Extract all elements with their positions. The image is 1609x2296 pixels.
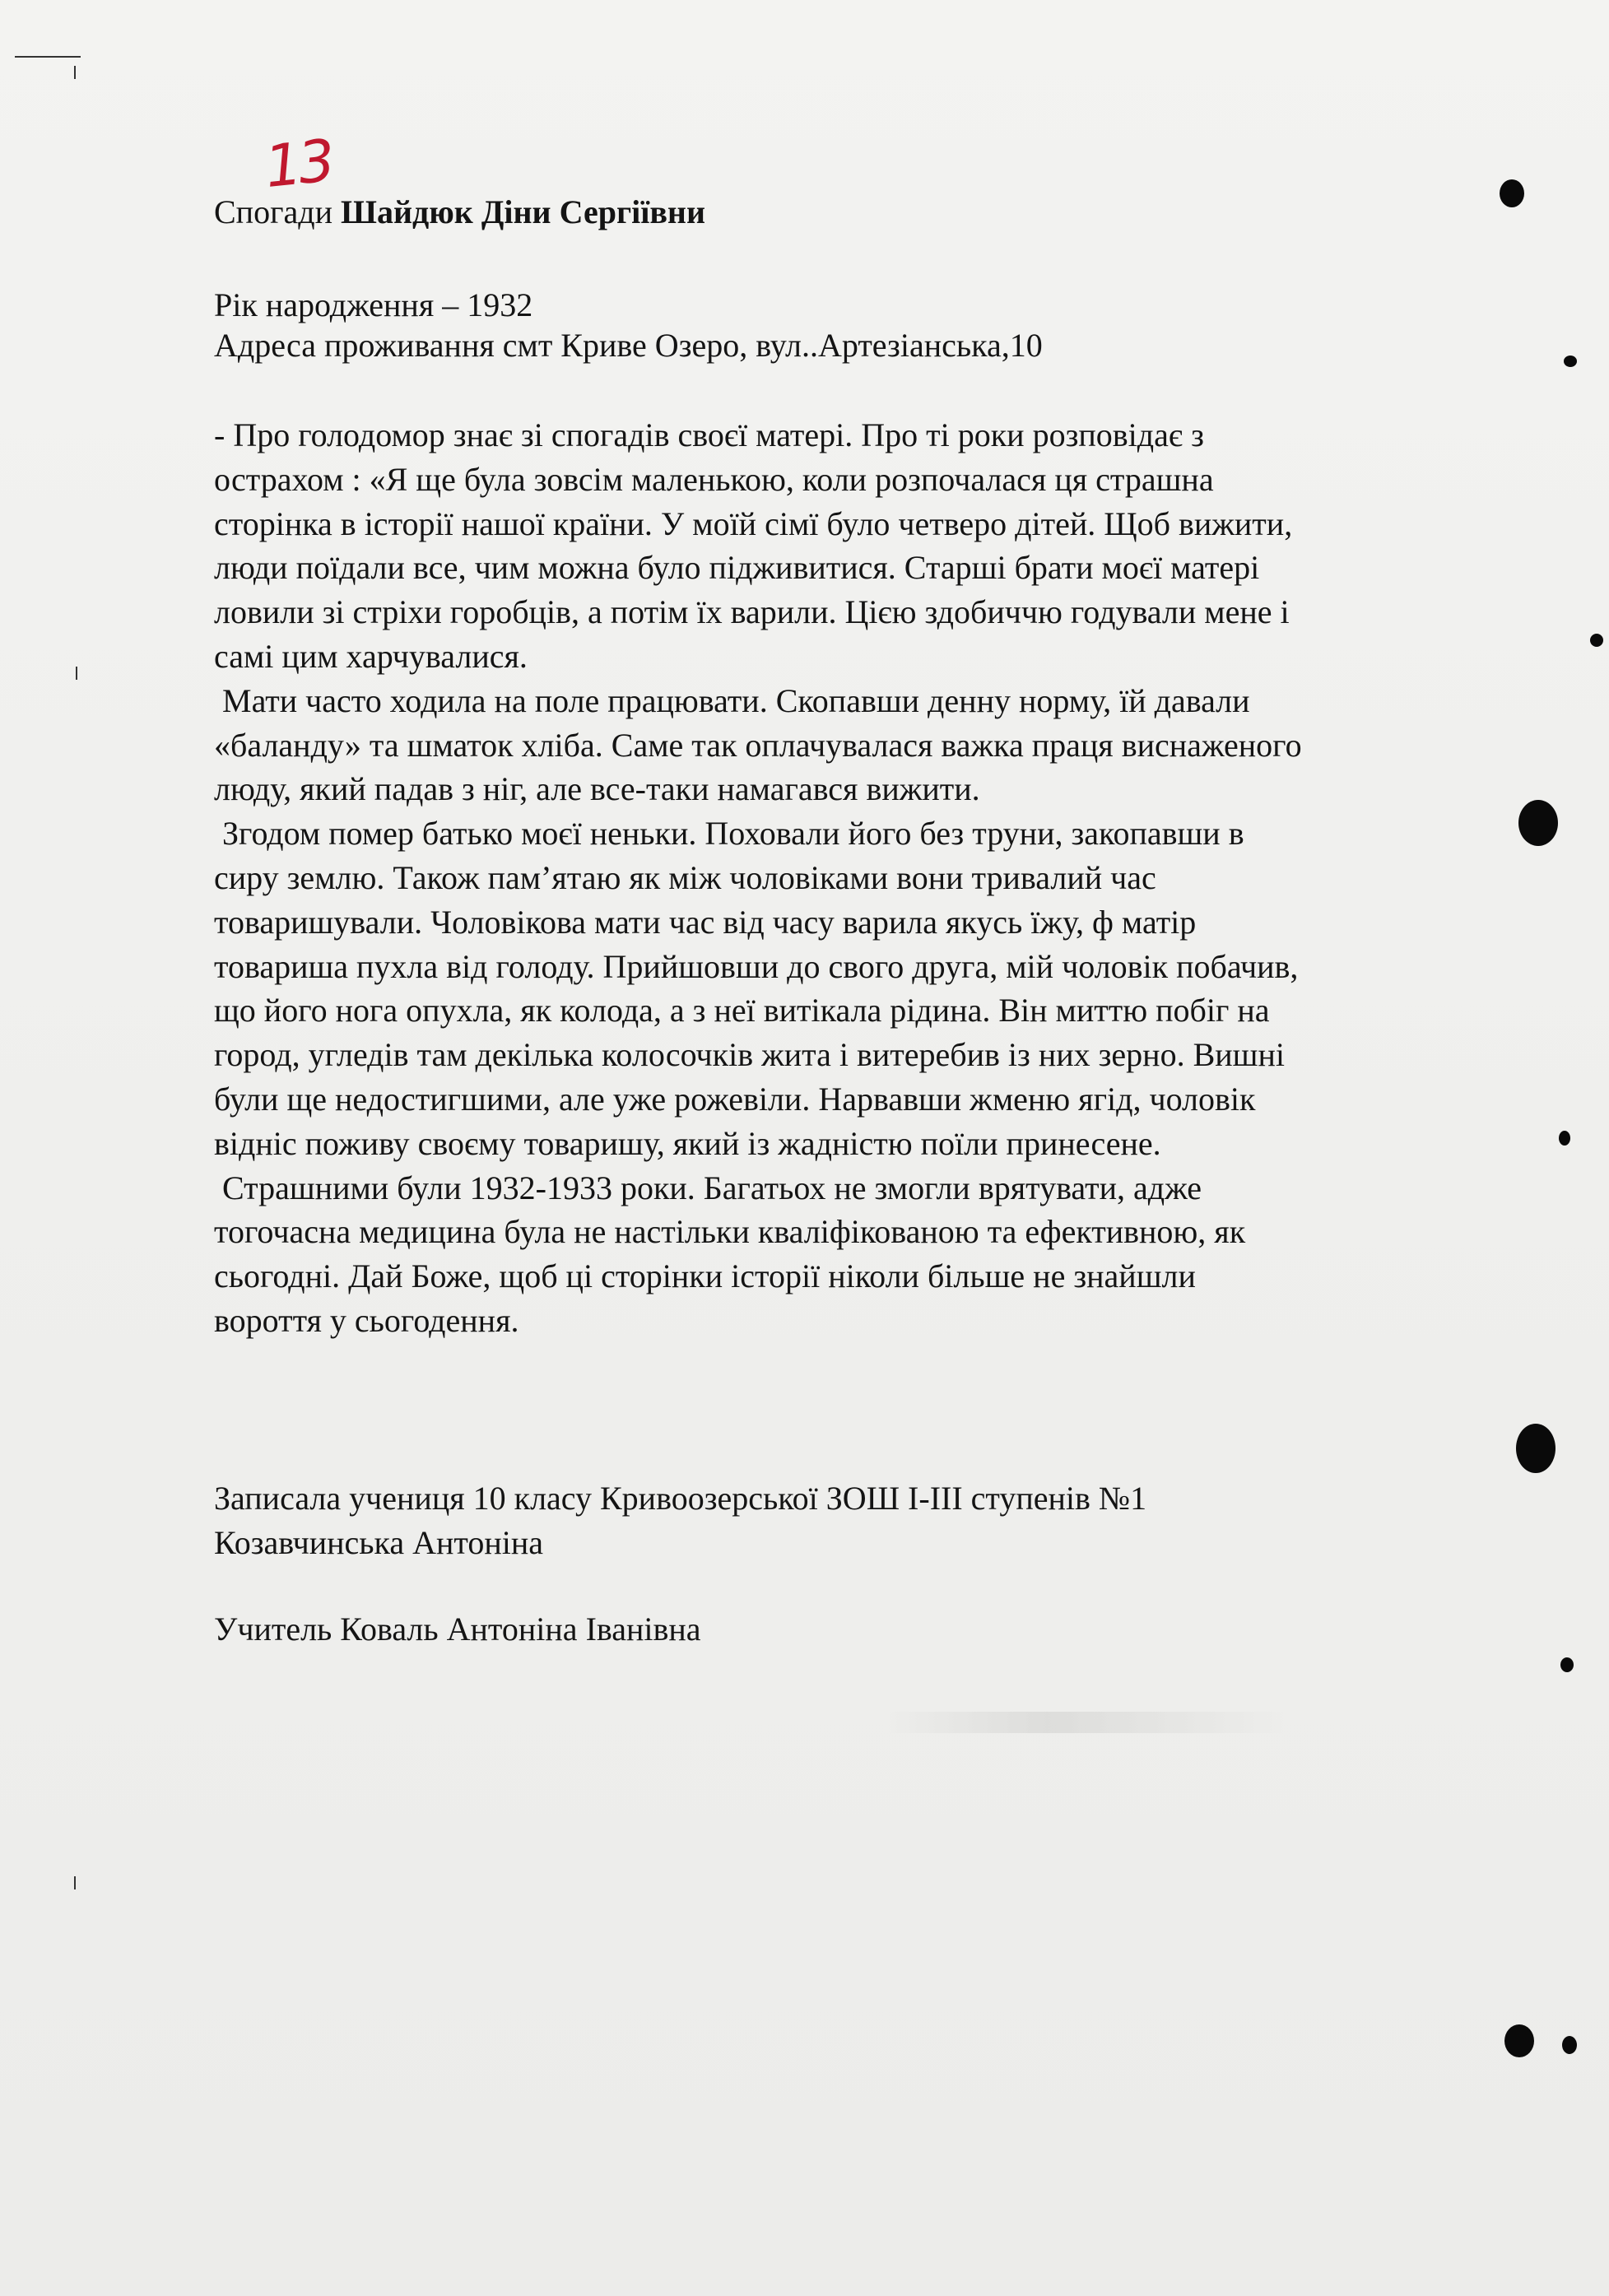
punch-hole: [1504, 2024, 1534, 2057]
body-line: Згодом помер батько моєї неньки. Поховали його без труни, закопавши в: [214, 815, 1244, 853]
recorded-by-line2: Козавчинська Антоніна: [214, 1524, 544, 1561]
body-line: Мати часто ходила на поле працювати. Скопавши денну норму, їй давали: [214, 681, 1250, 719]
body-line: відніс поживу своєму товаришу, який із жадністю поїли принесене.: [214, 1124, 1161, 1162]
body-line: ловили зі стріхи горобців, а потім їх варили. Цією здобиччю годували мене і: [214, 593, 1290, 631]
margin-tick: [74, 66, 76, 79]
teacher-line: Учитель Коваль Антоніна Іванівна: [214, 1610, 701, 1648]
body-line: Страшними були 1932-1933 роки. Багатьох не змогли врятувати, адже: [214, 1169, 1202, 1206]
body-line: тогочасна медицина була не настільки кваліфікованою та ефективною, як: [214, 1213, 1246, 1251]
body-line: були ще недостигшими, але уже рожевіли. Нарвавши жменю ягід, чоловік: [214, 1080, 1256, 1118]
punch-hole: [1516, 1424, 1556, 1473]
title-name: Шайдюк Діни Сергіївни: [341, 193, 706, 230]
body-line: острахом : «Я ще була зовсім маленькою, коли розпочалася ця страшна: [214, 460, 1214, 498]
title-prefix: Спогади: [214, 193, 333, 230]
body-line: «баланду» та шматок хліба. Саме так оплачувалася важка праця виснаженого: [214, 726, 1302, 764]
document-title: [214, 191, 705, 234]
body-line: сиру землю. Також пам’ятаю як між чоловіками вони тривалий час: [214, 858, 1156, 896]
handwritten-page-number: 13: [261, 126, 336, 202]
body-line: город, угледів там декілька колосочків жита і витеребив із них зерно. Вишні: [214, 1036, 1285, 1074]
body-line: - Про голодомор знає зі спогадів своєї матері. Про ті роки розповідає з: [214, 416, 1204, 453]
birth-year: Рік народження – 1932: [214, 286, 533, 323]
punch-hole: [1500, 179, 1524, 207]
punch-hole: [1564, 356, 1577, 367]
punch-hole: [1518, 800, 1558, 846]
recorded-by-line1: Записала учениця 10 класу Кривоозерської ЗОШ І-ІІІ ступенів №1: [214, 1480, 1147, 1517]
punch-hole: [1562, 2036, 1577, 2054]
corner-mark: [15, 56, 81, 58]
margin-tick: [74, 1876, 76, 1889]
faded-bleed-through: [889, 1712, 1284, 1733]
punch-hole: [1559, 1131, 1570, 1146]
body-line: товаришували. Чоловікова мати час від часу варила якусь їжу, ф матір: [214, 903, 1197, 941]
address: Адреса проживання смт Криве Озеро, вул..Артезіанська,10: [214, 327, 1043, 364]
margin-tick: [76, 667, 77, 680]
body-line: сьогодні. Дай Боже, щоб ці сторінки історії ніколи більше не знайшли: [214, 1257, 1196, 1295]
body-line: що його нога опухла, як колода, а з неї витікала рідина. Він миттю побіг на: [214, 992, 1270, 1029]
memoir-body: [214, 413, 1514, 1343]
body-line: товариша пухла від голоду. Прийшовши до свого друга, мій чоловік побачив,: [214, 947, 1299, 985]
body-line: самі цим харчувалися.: [214, 637, 528, 675]
body-line: вороття у сьогодення.: [214, 1301, 519, 1339]
body-line: сторінка в історії нашої країни. У моїй сімї було четверо дітей. Щоб вижити,: [214, 504, 1293, 542]
punch-hole: [1560, 1657, 1574, 1672]
body-line: люду, який падав з ніг, але все-таки намагався вижити.: [214, 770, 980, 808]
punch-hole: [1590, 634, 1603, 647]
body-line: люди поїдали все, чим можна було підживитися. Старші брати моєї матері: [214, 549, 1260, 587]
